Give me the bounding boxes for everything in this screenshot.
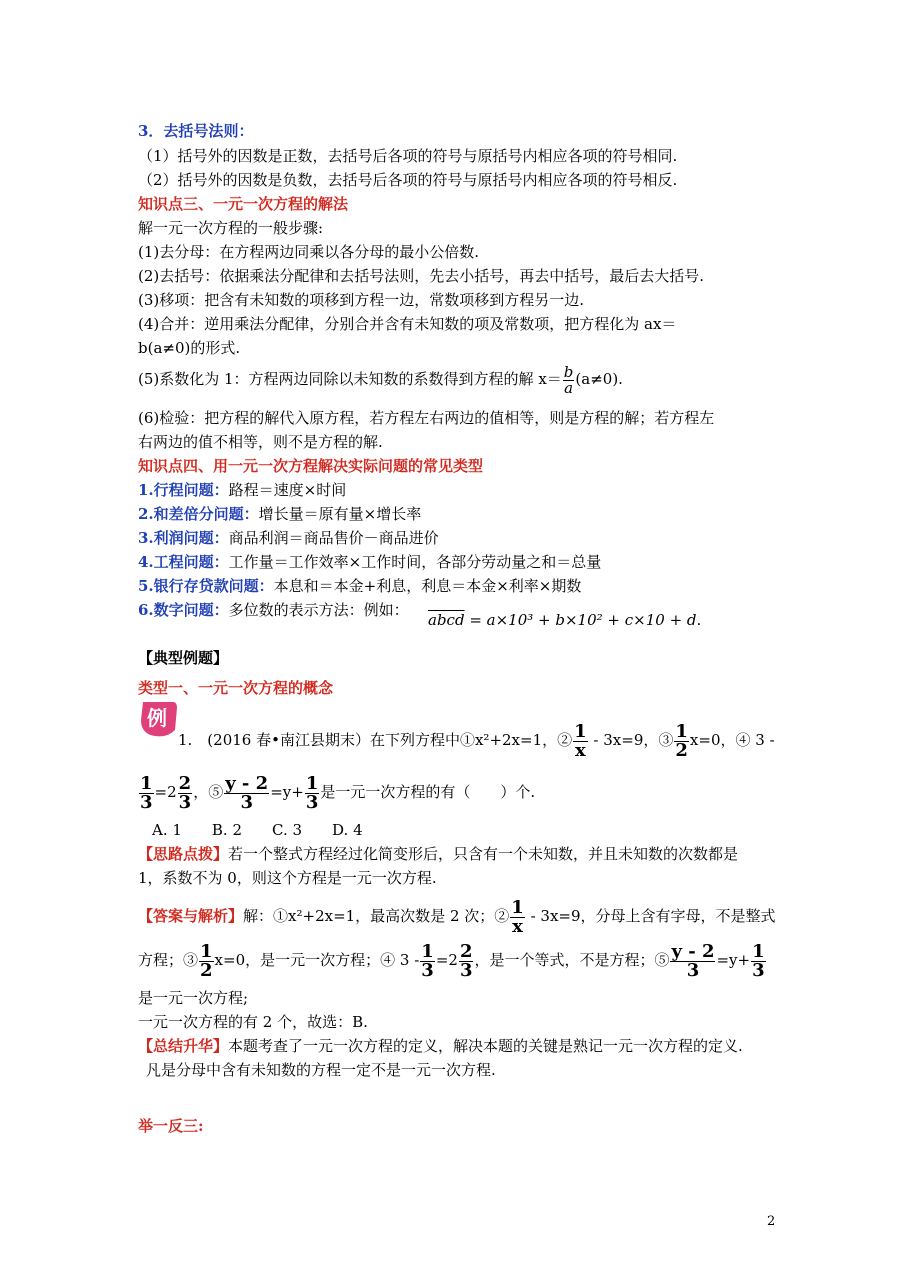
frac-num: 1: [305, 772, 319, 794]
q-eq3: x=0，④ 3 -: [689, 731, 775, 749]
type-4-text: 工作量＝工作效率×工作时间，各部分劳动量之和＝总量: [228, 553, 602, 571]
frac-den: 3: [670, 961, 715, 980]
ans-frac-1-over-x: [510, 896, 525, 937]
hint-text: 若一个整式方程经过化简变形后，只含有一个未知数，并且未知数的次数都是: [228, 845, 739, 863]
answer-line-4: 一元一次方程的有 2 个，故选：B.: [138, 1013, 368, 1031]
type-5: [138, 576, 581, 596]
frac-num: 1: [421, 940, 434, 962]
type-5-text: 本息和＝本金+利息，利息＝本金×利率×期数: [273, 577, 582, 595]
q-eq2: - 3x=9，③: [588, 731, 674, 749]
frac-num: 1: [675, 720, 688, 742]
frac-den: 3: [459, 959, 473, 981]
frac-den: 2: [200, 959, 213, 981]
step-6b: 右两边的值不相等，则不是方程的解.: [138, 433, 383, 451]
frac-den: 3: [752, 959, 765, 981]
summary-line-1: [138, 1036, 743, 1056]
hint-line-2: 1，系数不为 0，则这个方程是一元一次方程.: [138, 869, 437, 887]
step-5: [138, 362, 623, 396]
formula-end: .: [696, 611, 702, 629]
q-pre: 1. (2016 春•南江县期末）在下列方程中①: [178, 731, 475, 749]
q-frac-y2-over-3: [224, 772, 269, 813]
rule3-title: 3．去括号法则：: [138, 122, 254, 140]
ans-frac-2-over-3: [459, 940, 474, 981]
type-3-label: 3.利润问题：: [138, 529, 229, 547]
type-2: [138, 504, 421, 524]
kp3-title: 知识点三、一元一次方程的解法: [138, 195, 349, 213]
type-6: [138, 600, 409, 620]
hint-line-1: [138, 844, 738, 864]
badge-label: 例: [147, 706, 167, 730]
step-6a: (6)检验：把方程的解代入原方程，若方程左右两边的值相等，则是方程的解；若方程左: [138, 409, 715, 427]
frac-den: 3: [140, 791, 153, 813]
kp3-intro: 解一元一次方程的一般步骤:: [138, 219, 324, 237]
ans-frac-1-over-3b: [751, 940, 766, 981]
q-mid: =y+: [270, 783, 304, 801]
summary-tag: 【总结升华】: [138, 1037, 229, 1055]
answer-line-3: 是一元一次方程;: [138, 989, 249, 1007]
ans-b5: =y+: [716, 951, 751, 969]
type-2-text: 增长量＝原有量×增长率: [258, 505, 422, 523]
number-formula: [428, 610, 701, 630]
hint-tag: 【思路点拨】: [138, 845, 229, 863]
type1-title: 类型一、一元一次方程的概念: [138, 679, 334, 697]
ans-a1: 解：①: [243, 907, 289, 925]
type-6-label: 6.数字问题：: [138, 601, 229, 619]
step-5-fraction: [563, 362, 575, 397]
type-5-label: 5.银行存贷款问题：: [138, 577, 274, 595]
step-4a: (4)合并：逆用乘法分配律，分别合并含有未知数的项及常数项，把方程化为 ax＝: [138, 315, 677, 333]
answer-tag: 【答案与解析】: [138, 907, 244, 925]
frac-den: x: [575, 739, 586, 761]
type-1-text: 路程＝速度×时间: [228, 481, 347, 499]
type-2-label: 2.和差倍分问题：: [138, 505, 259, 523]
step-2: (2)去括号：依据乘法分配律和去括号法则，先去小括号，再去中括号，最后去大括号.: [138, 267, 705, 285]
answer-options: A. 1 B. 2 C. 3 D. 4: [152, 821, 363, 839]
type-3: [138, 528, 439, 548]
q-comma: ，⑤: [193, 783, 224, 801]
examples-header: 【典型例题】: [138, 649, 229, 667]
q-frac-1-over-3: [139, 772, 154, 813]
frac-den: x: [512, 915, 523, 937]
q-frac-1-over-2: [674, 720, 689, 761]
q-frac-2-over-3: [178, 772, 193, 813]
summary-text: 本题考查了一元一次方程的定义，解决本题的关键是熟记一元一次方程的定义.: [228, 1037, 743, 1055]
step-1: (1)去分母：在方程两边同乘以各分母的最小公倍数.: [138, 243, 480, 261]
frac-den: 2: [675, 739, 688, 761]
example-badge-icon: [137, 698, 179, 740]
frac-num: 1: [200, 940, 213, 962]
type-6-text: 多位数的表示方法：例如：: [228, 601, 409, 619]
frac-num: 2: [459, 940, 473, 962]
ans-a2: x²+2x=1，最高次数是 2 次；②: [288, 907, 510, 925]
rule3-item-1: （1）括号外的因数是正数，去括号后各项的符号与原括号内相应各项的符号相同.: [138, 147, 678, 165]
frac-num: 1: [574, 720, 587, 742]
question-line-1: [178, 718, 775, 762]
ans-b3: =2: [435, 951, 458, 969]
q-eq1: x²+2x=1，②: [474, 731, 573, 749]
type-3-text: 商品利润＝商品售价－商品进价: [228, 529, 439, 547]
q-end: 是一元一次方程的有（ ）个.: [320, 783, 536, 801]
answer-line-2: [138, 938, 767, 982]
summary-line-2: 凡是分母中含有未知数的方程一定不是一元一次方程.: [146, 1061, 496, 1079]
frac-numerator: b: [563, 362, 574, 381]
step-3: (3)移项：把含有未知数的项移到方程一边，常数项移到方程另一边.: [138, 291, 585, 309]
step-5-text: (5)系数化为 1：方程两边同除以未知数的系数得到方程的解 x＝: [138, 370, 562, 388]
type-4-label: 4.工程问题：: [138, 553, 229, 571]
formula-expansion: = a×10³ + b×10² + c×10 + d: [464, 611, 697, 629]
question-line-2: [138, 770, 535, 814]
ans-b1: 方程；③: [138, 951, 199, 969]
step-4b: b(a≠0)的形式.: [138, 339, 241, 357]
page-number: 2: [767, 1214, 776, 1229]
q-frac-1-over-x: [573, 720, 588, 761]
answer-line-1: [138, 894, 776, 938]
formula-abcd: abcd: [428, 611, 465, 629]
ans-b4: ，是一个等式，不是方程；⑤: [474, 951, 670, 969]
practice-title: 举一反三:: [138, 1117, 204, 1135]
ans-frac-1-over-2: [199, 940, 214, 981]
kp4-title: 知识点四、用一元一次方程解决实际问题的常见类型: [138, 457, 484, 475]
type-4: [138, 552, 601, 572]
frac-den: 3: [224, 793, 269, 812]
ans-frac-1-over-3: [420, 940, 435, 981]
frac-den: 3: [178, 791, 192, 813]
type-1: [138, 480, 346, 500]
ans-b2: x=0，是一元一次方程；④ 3 -: [214, 951, 420, 969]
frac-den: 3: [421, 959, 434, 981]
frac-num: 1: [752, 940, 765, 962]
frac-num: 1: [511, 896, 524, 918]
frac-num: 1: [140, 772, 153, 794]
frac-num: 2: [178, 772, 192, 794]
q-eq4: =2: [154, 783, 177, 801]
rule3-item-2: （2）括号外的因数是负数，去括号后各项的符号与原括号内相应各项的符号相反.: [138, 171, 678, 189]
frac-num: y - 2: [225, 772, 269, 794]
q-frac-1-over-3b: [305, 772, 320, 813]
frac-denominator: a: [564, 378, 574, 397]
frac-num: y - 2: [671, 940, 715, 962]
step-5-tail: (a≠0).: [575, 370, 623, 388]
type-1-label: 1.行程问题：: [138, 481, 229, 499]
frac-den: 3: [305, 791, 319, 813]
ans-a3: - 3x=9，分母上含有字母，不是整式: [525, 907, 776, 925]
ans-frac-y2-over-3: [670, 940, 715, 981]
